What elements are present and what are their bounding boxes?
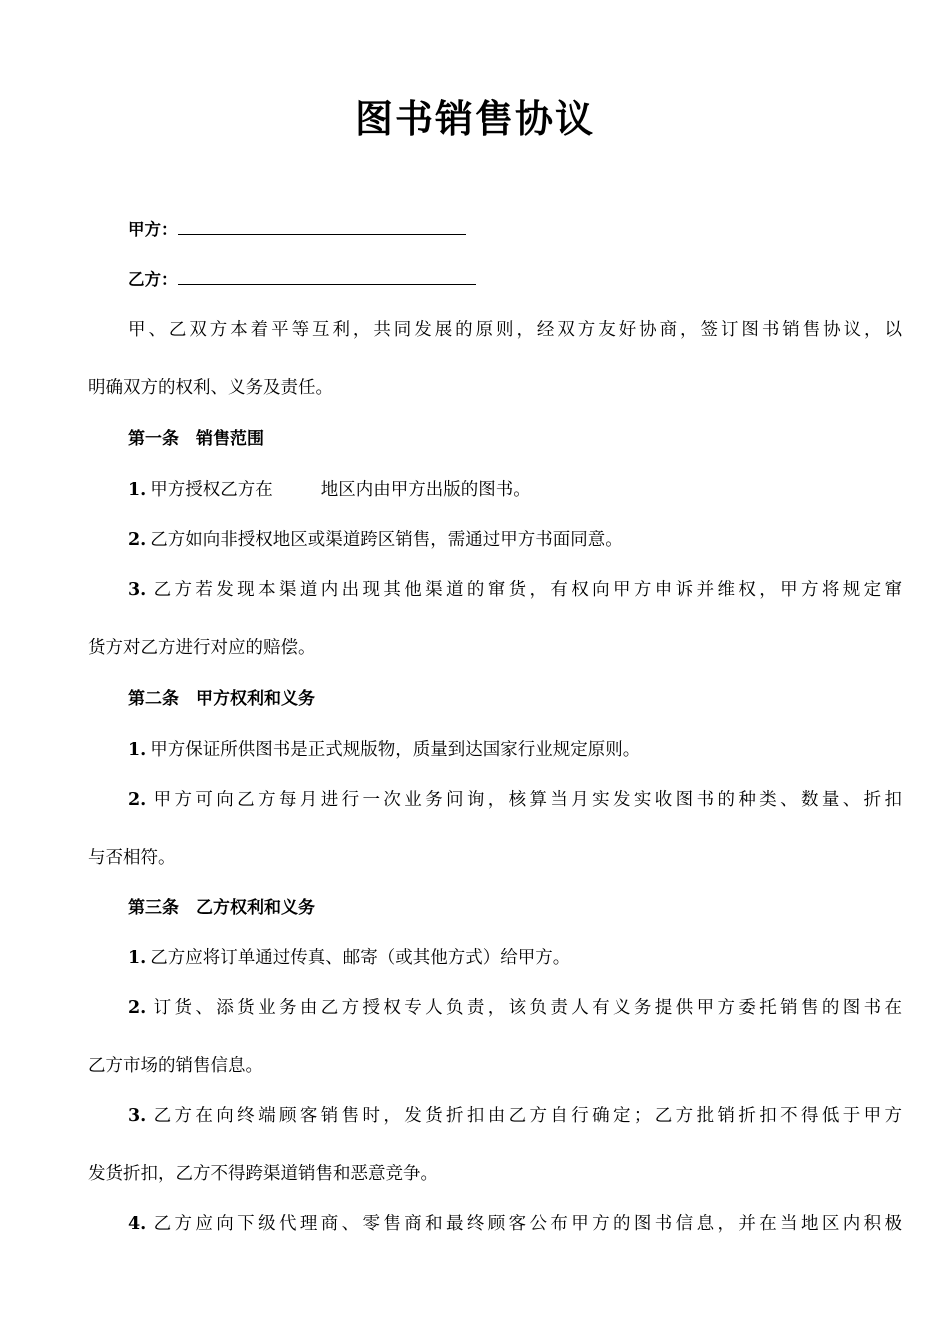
article-3-item-2-line-1 [128,996,902,1020]
item-text: 甲方可向乙方每月进行一次业务问询，核算当月实发实收图书的种类、数量、折扣 [150,790,902,810]
party-a-blank[interactable] [178,218,466,235]
article-1-item-3-line-1 [128,578,902,602]
item-text: 乙方若发现本渠道内出现其他渠道的窜货，有权向甲方申诉并维权，甲方将规定窜 [150,580,902,600]
item-number: 2. [128,998,147,1018]
item-text-pre: 甲方授权乙方在 [150,480,273,500]
article-2-item-2-line-2: 与否相符。 [88,848,176,868]
article-1-item-3-line-2: 货方对乙方进行对应的赔偿。 [88,638,316,658]
article-2-item-1 [128,738,640,762]
item-number: 1. [128,480,147,500]
party-b-blank[interactable] [178,268,476,285]
article-3-item-3-line-1 [128,1104,902,1128]
article-1-item-2 [128,528,623,552]
party-a-label: 甲方： [128,220,178,239]
item-text: 乙方如向非授权地区或渠道跨区销售，需通过甲方书面同意。 [150,530,623,550]
item-text: 订货、添货业务由乙方授权专人负责，该负责人有义务提供甲方委托销售的图书在 [150,998,902,1018]
article-2-heading: 第二条 甲方权利和义务 [128,689,315,709]
article-3-item-3-line-2: 发货折扣，乙方不得跨渠道销售和恶意竞争。 [88,1164,438,1184]
item-number: 1. [128,948,147,968]
document-title: 图书销售协议 [354,97,595,141]
item-text-post: 地区内由甲方出版的图书。 [320,480,531,500]
item-text: 甲方保证所供图书是正式规版物，质量到达国家行业规定原则。 [150,740,641,760]
item-text: 乙方应向下级代理商、零售商和最终顾客公布甲方的图书信息，并在当地区内积极 [150,1214,902,1234]
item-text: 乙方在向终端顾客销售时，发货折扣由乙方自行确定；乙方批销折扣不得低于甲方 [150,1106,902,1126]
article-1-item-1 [128,478,531,502]
item-number: 1. [128,740,147,760]
article-1-heading: 第一条 销售范围 [128,429,264,449]
party-a-line [128,218,466,242]
article-3-heading: 第三条 乙方权利和义务 [128,898,315,918]
item-number: 2. [128,790,147,810]
article-3-item-1 [128,946,570,970]
article-3-item-4-line-1 [128,1212,902,1236]
item-number: 3. [128,1106,147,1126]
intro-paragraph-line-1: 甲、乙双方本着平等互利，共同发展的原则，经双方友好协商，签订图书销售协议，以 [128,320,902,340]
item-number: 3. [128,580,147,600]
item-number: 4. [128,1214,147,1234]
article-2-item-2-line-1 [128,788,902,812]
item-text: 乙方应将订单通过传真、邮寄（或其他方式）给甲方。 [150,948,571,968]
article-3-item-2-line-2: 乙方市场的销售信息。 [88,1056,263,1076]
intro-paragraph-line-2: 明确双方的权利、义务及责任。 [88,378,333,398]
item-number: 2. [128,530,147,550]
party-b-line [128,268,476,292]
party-b-label: 乙方： [128,270,178,289]
